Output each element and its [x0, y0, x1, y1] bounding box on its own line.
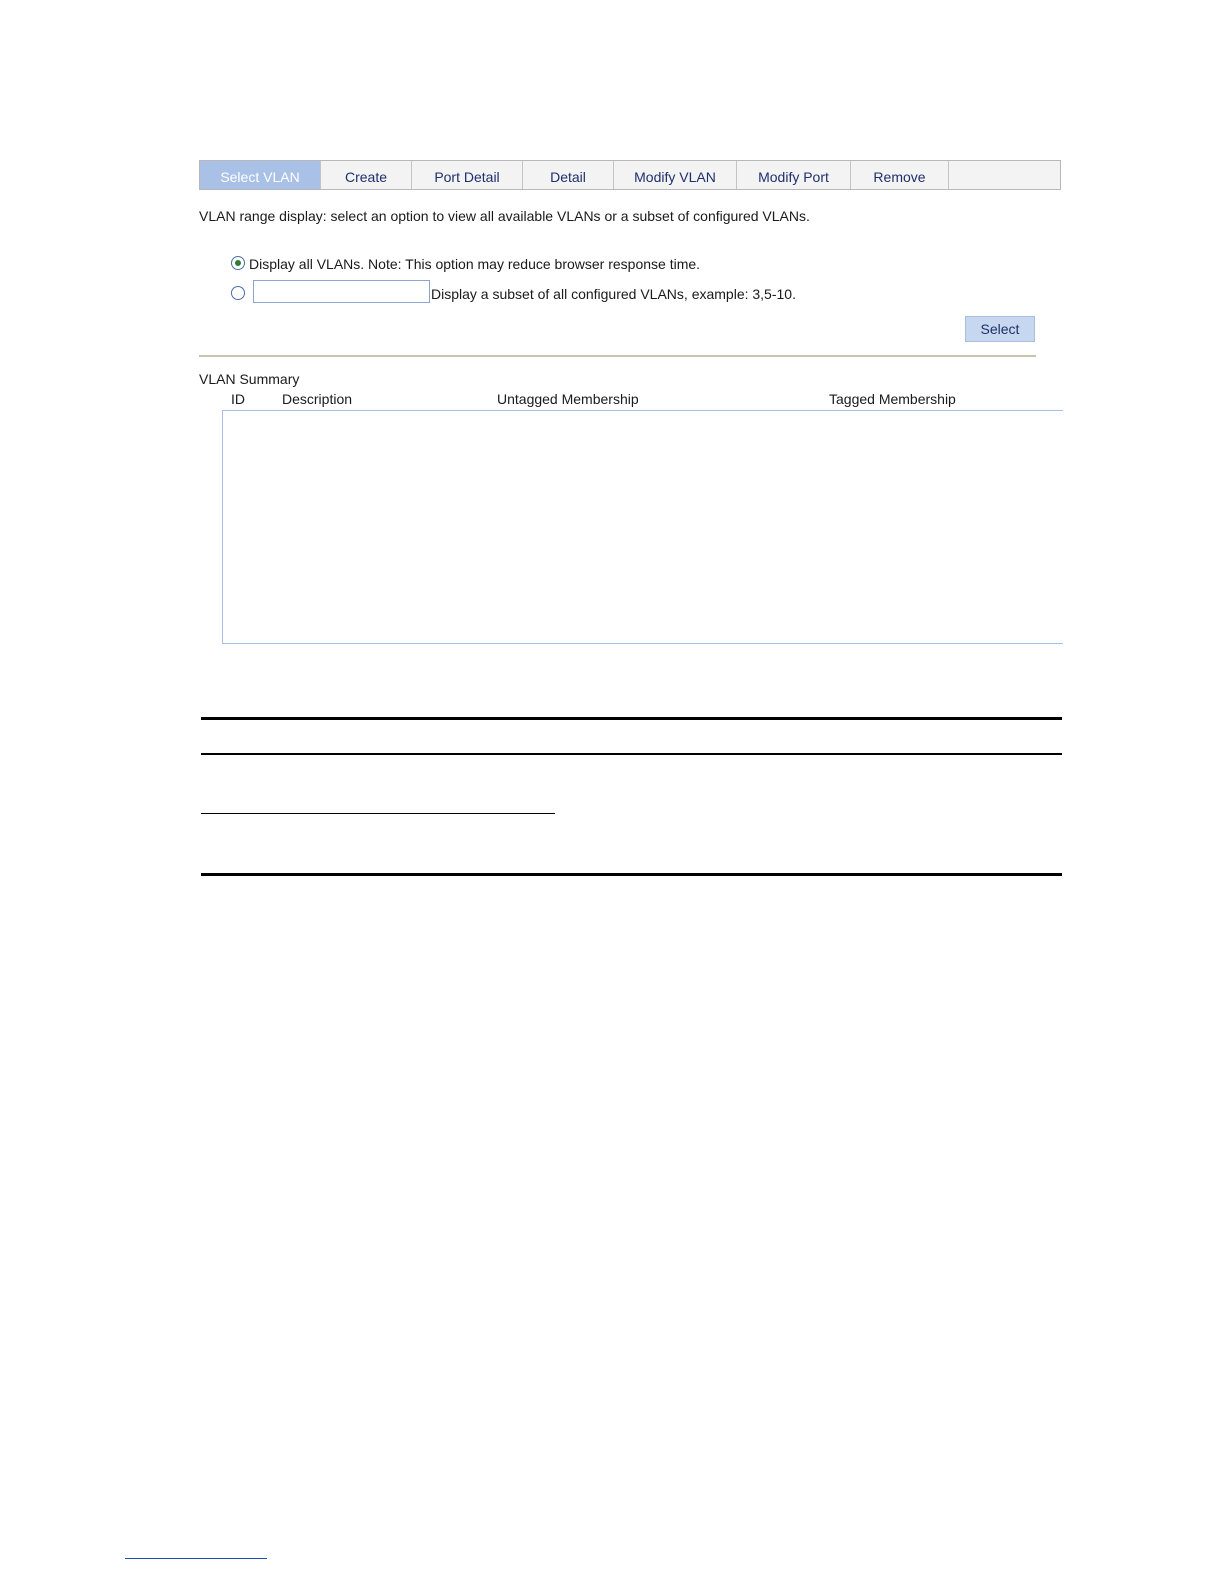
- range-intro-text: VLAN range display: select an option to view all available VLANs or a subset of configured VLANs.: [199, 208, 810, 224]
- tab-modify-port[interactable]: Modify Port: [737, 161, 851, 189]
- tab-modify-vlan[interactable]: Modify VLAN: [614, 161, 737, 189]
- display-subset-radio[interactable]: [231, 286, 245, 300]
- tab-remove[interactable]: Remove: [851, 161, 949, 189]
- display-all-label: Display all VLANs. Note: This option may reduce browser response time.: [249, 256, 701, 272]
- column-header-description: Description: [282, 391, 353, 407]
- vlan-summary-title: VLAN Summary: [199, 371, 300, 387]
- table-cell-rule: [201, 813, 555, 814]
- select-button[interactable]: Select: [965, 316, 1035, 342]
- tab-port-detail[interactable]: Port Detail: [412, 161, 523, 189]
- table-header-rule: [201, 753, 1062, 755]
- tab-select-vlan[interactable]: Select VLAN: [200, 161, 321, 189]
- column-header-tagged-membership: Tagged Membership: [829, 391, 956, 407]
- section-divider: [199, 355, 1036, 357]
- tab-create[interactable]: Create: [321, 161, 412, 189]
- table-top-rule: [201, 717, 1062, 720]
- column-header-id: ID: [231, 391, 245, 407]
- vlan-subset-input[interactable]: [253, 280, 430, 303]
- table-bottom-rule: [201, 873, 1062, 876]
- tab-bar: [199, 160, 1061, 190]
- tab-bar-filler: [949, 161, 1060, 189]
- tab-detail[interactable]: Detail: [523, 161, 614, 189]
- display-subset-label: Display a subset of all configured VLANs, example: 3,5-10.: [431, 286, 796, 302]
- radio-selected-dot: [235, 260, 241, 266]
- display-all-radio[interactable]: [231, 256, 245, 270]
- column-header-untagged-membership: Untagged Membership: [497, 391, 639, 407]
- vlan-summary-list[interactable]: [222, 410, 1063, 644]
- footnote-separator: [125, 1558, 267, 1559]
